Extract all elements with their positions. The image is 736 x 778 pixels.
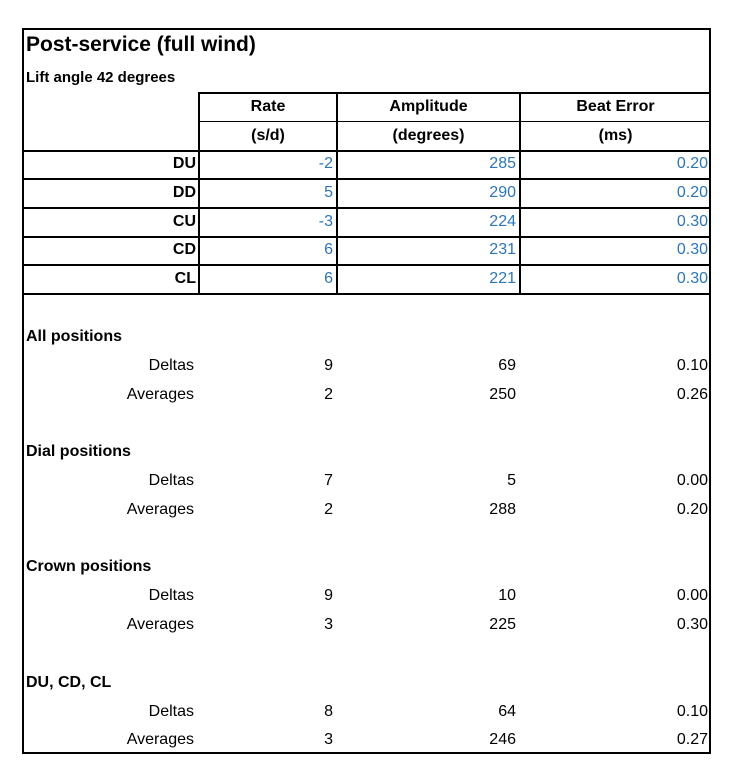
- header-beat-error: Beat Error: [576, 98, 655, 115]
- amplitude-value: 285: [489, 155, 516, 172]
- position-label: DD: [172, 184, 196, 201]
- section-title: All positions: [26, 328, 122, 345]
- beat-error-value: 0.20: [676, 155, 708, 172]
- averages-amplitude: 225: [489, 616, 516, 633]
- averages-amplitude: 246: [489, 731, 516, 748]
- position-label: CD: [172, 241, 196, 258]
- grid-line: [22, 293, 711, 295]
- deltas-amplitude: 5: [507, 472, 516, 489]
- rate-value: 6: [324, 241, 333, 258]
- deltas-rate: 7: [324, 472, 333, 489]
- deltas-amplitude: 64: [498, 703, 516, 720]
- header-amplitude-unit: (degrees): [392, 127, 465, 144]
- averages-label: Averages: [126, 731, 194, 748]
- averages-rate: 3: [324, 616, 333, 633]
- deltas-label: Deltas: [148, 357, 194, 374]
- deltas-beat-error: 0.00: [676, 472, 708, 489]
- position-label: DU: [172, 155, 196, 172]
- rate-value: 6: [324, 270, 333, 287]
- section-title: Dial positions: [26, 443, 131, 460]
- rate-value: -2: [318, 155, 333, 172]
- averages-rate: 2: [324, 501, 333, 518]
- averages-amplitude: 288: [489, 501, 516, 518]
- averages-beat-error: 0.26: [676, 386, 708, 403]
- deltas-beat-error: 0.10: [676, 703, 708, 720]
- beat-error-value: 0.30: [676, 213, 708, 230]
- averages-beat-error: 0.20: [676, 501, 708, 518]
- beat-error-value: 0.30: [676, 241, 708, 258]
- averages-label: Averages: [126, 616, 194, 633]
- rate-value: 5: [324, 184, 333, 201]
- averages-beat-error: 0.27: [676, 731, 708, 748]
- averages-rate: 3: [324, 731, 333, 748]
- header-beat-error-unit: (ms): [598, 127, 633, 144]
- rate-value: -3: [318, 213, 333, 230]
- amplitude-value: 224: [489, 213, 516, 230]
- beat-error-value: 0.20: [676, 184, 708, 201]
- grid-line: [22, 178, 711, 180]
- amplitude-value: 221: [489, 270, 516, 287]
- averages-beat-error: 0.30: [676, 616, 708, 633]
- grid-line: [199, 92, 711, 94]
- deltas-rate: 8: [324, 703, 333, 720]
- grid-line: [22, 236, 711, 238]
- deltas-label: Deltas: [148, 703, 194, 720]
- averages-label: Averages: [126, 386, 194, 403]
- grid-line: [199, 121, 711, 122]
- section-title: DU, CD, CL: [26, 674, 112, 691]
- deltas-beat-error: 0.10: [676, 357, 708, 374]
- section-title: Crown positions: [26, 558, 152, 575]
- amplitude-value: 231: [489, 241, 516, 258]
- position-label: CU: [172, 213, 196, 230]
- sheet-title: Post-service (full wind): [26, 33, 256, 56]
- grid-line: [22, 150, 711, 152]
- averages-amplitude: 250: [489, 386, 516, 403]
- sheet-subtitle: Lift angle 42 degrees: [26, 69, 176, 86]
- deltas-amplitude: 69: [498, 357, 516, 374]
- header-rate: Rate: [250, 98, 286, 115]
- deltas-label: Deltas: [148, 587, 194, 604]
- position-label: CL: [174, 270, 196, 287]
- deltas-label: Deltas: [148, 472, 194, 489]
- deltas-amplitude: 10: [498, 587, 516, 604]
- amplitude-value: 290: [489, 184, 516, 201]
- header-amplitude: Amplitude: [389, 98, 468, 115]
- averages-rate: 2: [324, 386, 333, 403]
- deltas-beat-error: 0.00: [676, 587, 708, 604]
- grid-line: [22, 207, 711, 209]
- deltas-rate: 9: [324, 357, 333, 374]
- header-rate-unit: (s/d): [251, 127, 285, 144]
- grid-line: [22, 264, 711, 266]
- averages-label: Averages: [126, 501, 194, 518]
- beat-error-value: 0.30: [676, 270, 708, 287]
- deltas-rate: 9: [324, 587, 333, 604]
